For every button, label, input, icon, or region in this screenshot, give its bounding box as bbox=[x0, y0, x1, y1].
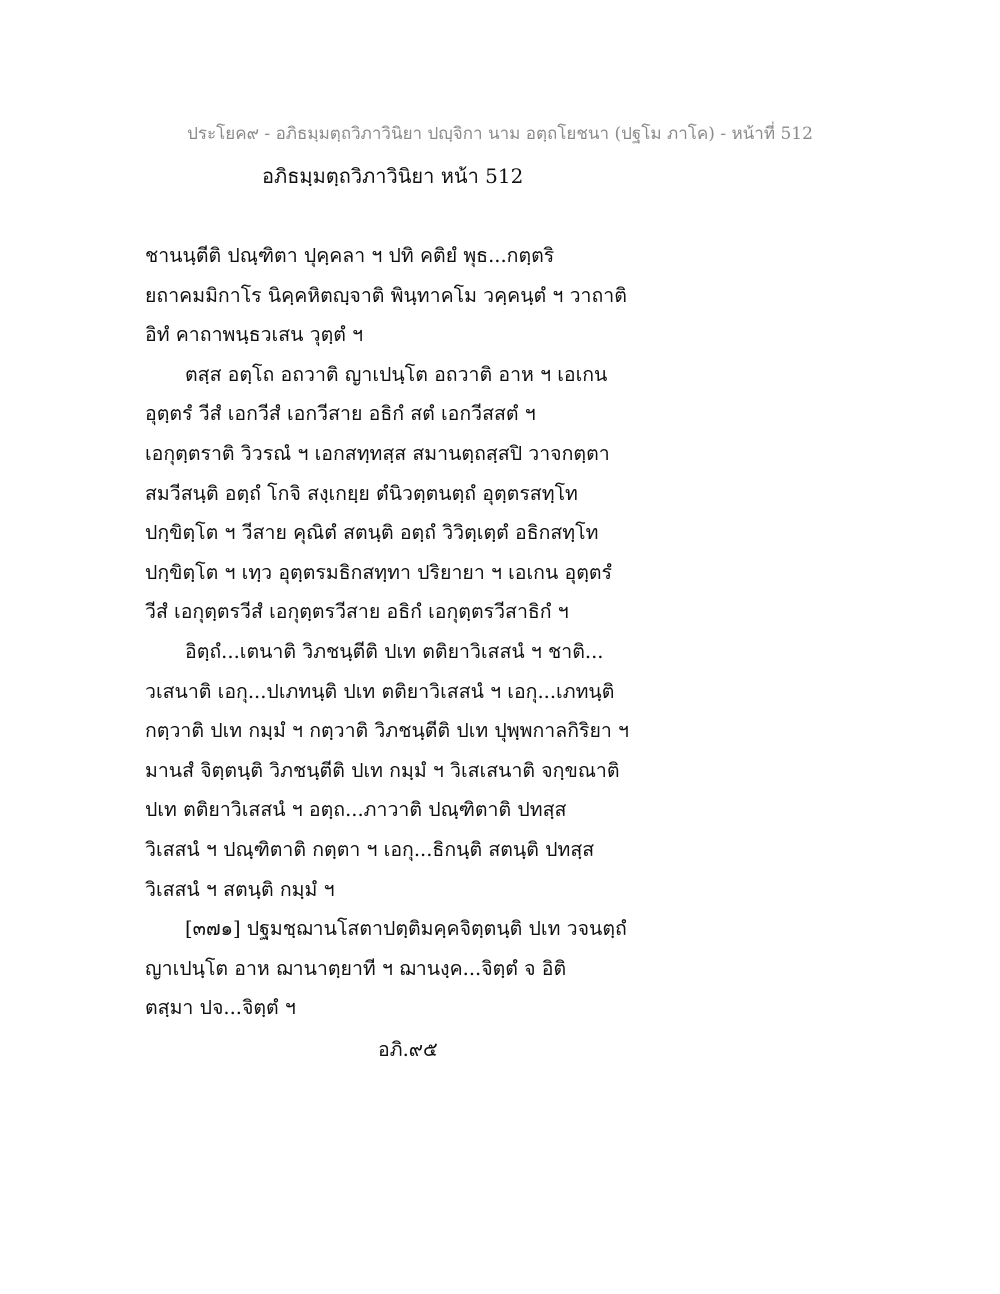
text-line: เอกุตฺตราติ วิวรณํ ฯ เอกสทฺทสฺส สมานตฺถสฺสปิ วาจกตฺตา bbox=[145, 441, 610, 465]
text-line: วิเสสนํ ฯ สตนฺติ กมฺมํ ฯ bbox=[145, 877, 335, 901]
text-line: กตฺวาติ ปเท กมฺมํ ฯ กตฺวาติ วิภชนฺตีติ ปเท ปุพฺพกาลกิริยา ฯ bbox=[145, 719, 630, 743]
text-line: ญาเปนฺโต อาห ฌานาตฺยาที ฯ ฌานงฺค...จิตฺตํ จ อิติ bbox=[145, 956, 567, 980]
text-line: วีสํ เอกุตฺตรวีสํ เอกุตฺตรวีสาย อธิกํ เอกุตฺตรวีสาธิกํ ฯ bbox=[145, 600, 569, 624]
text-line: ตสฺมา ปจ...จิตฺตํ ฯ bbox=[145, 996, 296, 1020]
text-line: อุตฺตรํ วีสํ เอกวีสํ เอกวีสาย อธิกํ สตํ เอกวีสสตํ ฯ bbox=[145, 402, 536, 426]
paragraph-first-line: ตสฺส อตฺโถ อถวาติ ญาเปนฺโต อถวาติ อาห ฯ เอเกน bbox=[185, 362, 608, 386]
paragraph-first-line: [๓๗๑] ปฐมชฺฌานโสตาปตฺติมคฺคจิตฺตนฺติ ปเท วจนตฺถํ bbox=[185, 917, 627, 941]
text-line: ปกฺขิตฺโต ฯ เทฺว อุตฺตรมธิกสทฺทา ปริยายา ฯ เอเกน อุตฺตรํ bbox=[145, 560, 613, 584]
text-line: ยถาคมมิกาโร นิคฺคหิตญฺจาติ พินฺทาคโม วคฺคนฺตํ ฯ วาถาติ bbox=[145, 283, 627, 307]
text-line: ชานนฺตีติ ปณฺฑิตา ปุคฺคลา ฯ ปทิ คติยํ พุธ...กตฺตริ bbox=[145, 244, 555, 267]
page-footer: อภิ.๙๕ bbox=[378, 1038, 438, 1061]
text-line: มานสํ จิตฺตนฺติ วิภชนฺตีติ ปเท กมฺมํ ฯ วิเสเสนาติ จกฺขณาติ bbox=[145, 758, 620, 782]
text-line: ปเท ตติยาวิเสสนํ ฯ อตฺถ...ภาวาติ ปณฺฑิตาติ ปทสฺส bbox=[145, 798, 567, 822]
running-header: ประโยค๙ - อภิธมฺมตฺถวิภาวินิยา ปญฺจิกา นาม อตฺถโยชนา (ปฐโม ภาโค) - หน้าที่ 512 bbox=[187, 124, 813, 144]
page-title: อภิธมฺมตฺถวิภาวินิยา หน้า 512 bbox=[262, 164, 524, 188]
text-line: สมวีสนฺติ อตฺถํ โกจิ สงฺเกยฺย ตํนิวตฺตนตฺถํ อุตฺตรสทฺโท bbox=[145, 481, 578, 505]
text-line: วเสนาติ เอกุ...ปเภทนฺติ ปเท ตติยาวิเสสนํ ฯ เอกุ...เภทนฺติ bbox=[145, 679, 615, 703]
text-line: ปกฺขิตฺโต ฯ วีสาย คุณิตํ สตนฺติ อตฺถํ วิวิตฺเตฺตํ อธิกสทฺโท bbox=[145, 521, 599, 545]
body-text bbox=[145, 236, 705, 1028]
text-line: อิทํ คาถาพนฺธวเสน วุตฺตํ ฯ bbox=[145, 323, 364, 347]
text-line: วิเสสนํ ฯ ปณฺฑิตาติ กตฺตา ฯ เอกุ...ธิกนฺติ สตนฺติ ปทสฺส bbox=[145, 837, 595, 861]
paragraph-first-line: อิตฺถํ...เตนาติ วิภชนฺตีติ ปเท ตติยาวิเสสนํ ฯ ชาติ... bbox=[185, 639, 604, 663]
